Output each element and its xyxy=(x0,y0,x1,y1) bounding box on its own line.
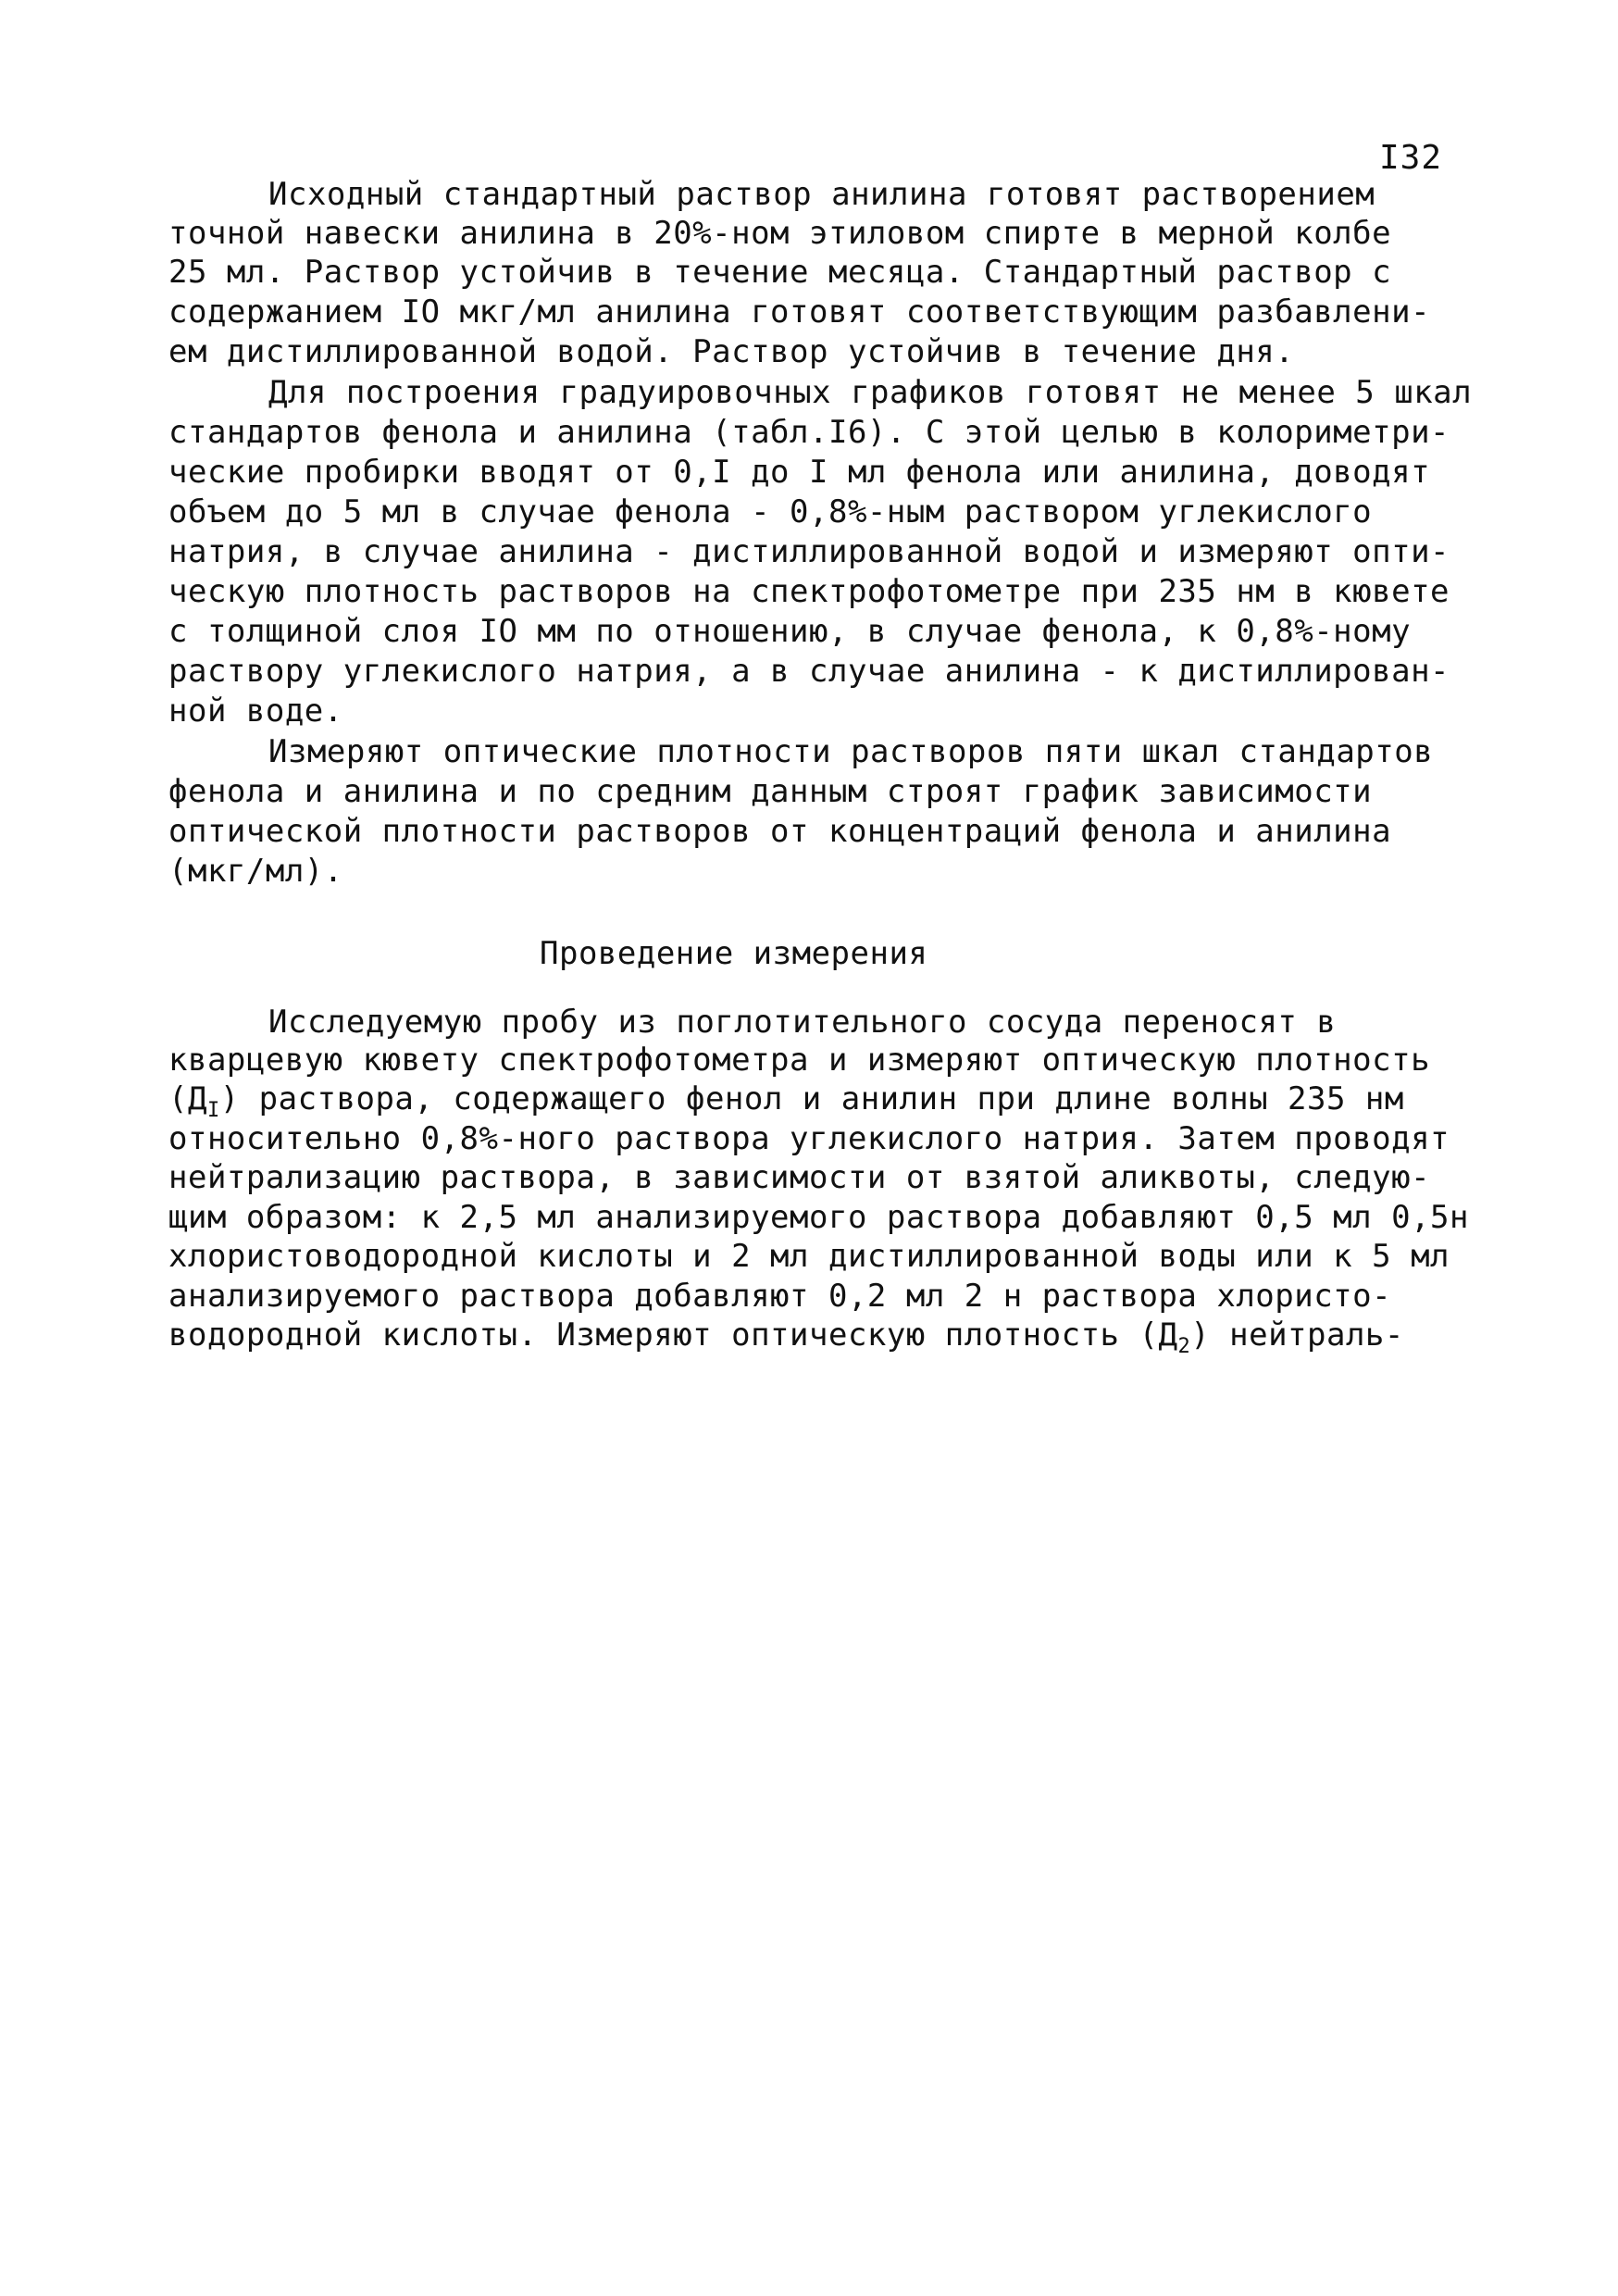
text-line: Исследуемую пробу из поглотительного сосуда переносят в xyxy=(268,1004,1337,1041)
text-line: ем дистиллированной водой. Раствор устойчив в течение дня. xyxy=(168,333,1295,370)
text-line: ческую плотность растворов на спектрофотометре при 235 нм в кювете xyxy=(168,573,1450,610)
text-line: натрия, в случае анилина - дистиллированной водой и измеряют опти- xyxy=(168,533,1450,570)
text-span: водородной кислоты. Измеряют оптическую плотность (Д xyxy=(168,1316,1178,1354)
text-line: анализируемого раствора добавляют 0,2 мл 2 н раствора хлористо- xyxy=(168,1278,1392,1315)
text-line: содержанием IO мкг/мл анилина готовят соответствующим разбавлени- xyxy=(168,293,1431,331)
subscript: I xyxy=(206,1099,220,1122)
text-line: хлористоводородной кислоты и 2 мл дистиллированной воды или к 5 мл xyxy=(168,1238,1450,1275)
text-line xyxy=(168,1316,1404,1358)
text-span: (Д xyxy=(168,1080,207,1117)
text-line: 25 мл. Раствор устойчив в течение месяца. Стандартный раствор с xyxy=(168,254,1392,291)
text-line: ческие пробирки вводят от 0,I до I мл фенола или анилина, доводят xyxy=(168,454,1431,491)
text-line: с толщиной слоя IO мм по отношению, в случае фенола, к 0,8%-ному xyxy=(168,613,1412,650)
text-span: ) нейтраль- xyxy=(1190,1316,1404,1354)
text-line: объем до 5 мл в случае фенола - 0,8%-ным раствором углекислого xyxy=(168,493,1373,530)
text-line xyxy=(168,1080,1404,1122)
text-line: стандартов фенола и анилина (табл.I6). С этой целью в колориметри- xyxy=(168,414,1450,451)
text-line: оптической плотности растворов от концентраций фенола и анилина xyxy=(168,813,1392,850)
text-line: Для построения градуировочных графиков готовят не менее 5 шкал xyxy=(268,374,1473,411)
page-number: I32 xyxy=(1379,139,1443,177)
text-line: фенола и анилина и по средним данным строят график зависимости xyxy=(168,773,1373,810)
subscript: 2 xyxy=(1177,1335,1191,1358)
text-line: Исходный стандартный раствор анилина готовят растворением xyxy=(268,176,1375,213)
text-line: (мкг/мл). xyxy=(168,853,343,890)
text-line: раствору углекислого натрия, а в случае анилина - к дистиллирован- xyxy=(168,653,1450,690)
text-line: нейтрализацию раствора, в зависимости от взятой аликвоты, следую- xyxy=(168,1159,1431,1196)
section-heading: Проведение измерения xyxy=(540,935,928,972)
text-line: относительно 0,8%-ного раствора углекислого натрия. Затем проводят xyxy=(168,1120,1450,1157)
text-span: ) раствора, содержащего фенол и анилин при длине волны 235 нм xyxy=(219,1080,1404,1117)
text-line: кварцевую кювету спектрофотометра и измеряют оптическую плотность xyxy=(168,1042,1431,1079)
text-line: щим образом: к 2,5 мл анализируемого раствора добавляют 0,5 мл 0,5н xyxy=(168,1199,1469,1236)
text-line: Измеряют оптические плотности растворов пяти шкал стандартов xyxy=(268,733,1434,770)
text-line: точной навески анилина в 20%-ном этиловом спирте в мерной колбе xyxy=(168,215,1392,252)
text-line: ной воде. xyxy=(168,693,343,730)
